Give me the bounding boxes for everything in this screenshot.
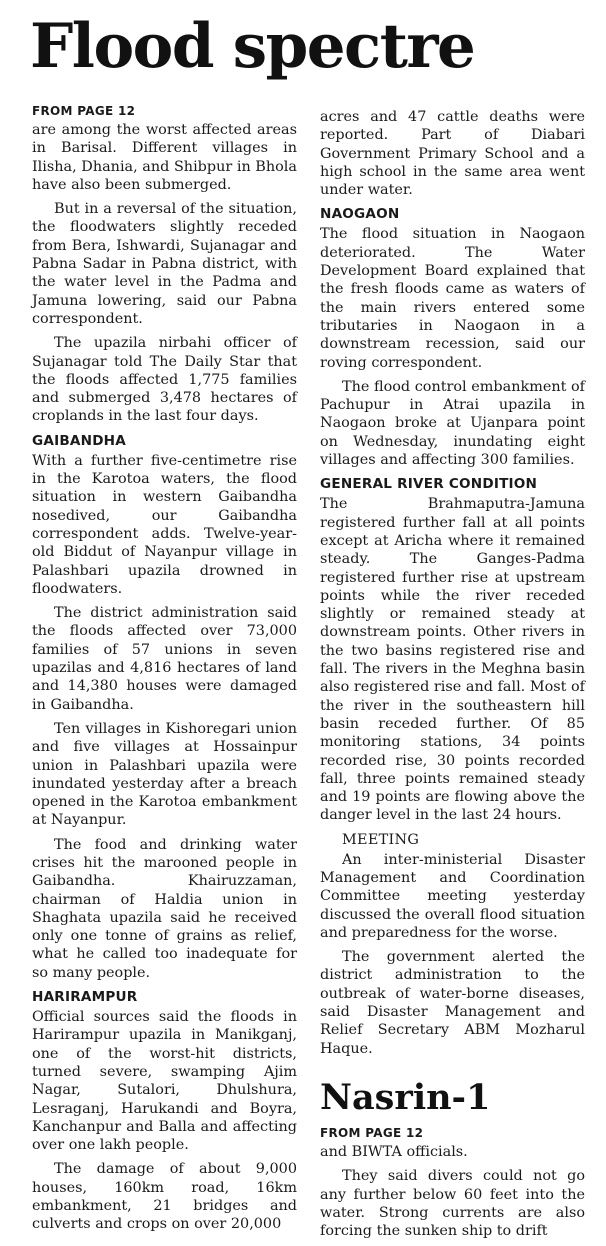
section-subhead: NAOGAON xyxy=(320,206,400,223)
article-paragraph: The district administration said the floods affected over 73,000 families of 57 unions in seven upazilas and 4,816 hectares of land and 14,380 houses were damaged in Gaibandha. xyxy=(32,605,297,713)
article-paragraph: With a further five-centimetre rise in the Karotoa waters, the flood situation in western Gaibandha nosedived, our Gaibandha correspondent adds. Twelve-year-old Biddut of Nayanpur village in Palashbari upazila drowned in floodwaters. xyxy=(32,452,297,597)
article-paragraph: The upazila nirbahi officer of Sujanagar told The Daily Star that the floods affected 1,775 families and submerged 3,478 hectares of croplands in the last four days. xyxy=(32,335,297,425)
article-paragraph: They said divers could not go any further below 60 feet into the water. Strong currents are also forcing the sunken ship to drift xyxy=(320,1168,585,1240)
article-paragraph: acres and 47 cattle deaths were reported. Part of Diabari Government Primary School and a high school in the same area went under water. xyxy=(320,109,585,199)
left-column-body xyxy=(32,121,297,1234)
article-paragraph: The food and drinking water crises hit the marooned people in Gaibandha. Khairuzzaman, chairman of Haldia union in Shaghata upazila said he received only one tonne of grains as relief, what he called too inadequate for so many people. xyxy=(32,836,297,981)
section-subhead: HARIRAMPUR xyxy=(32,989,138,1006)
article-paragraph: are among the worst affected areas in Barisal. Different villages in Ilisha, Dhania, and Shibpur in Bhola have also been submerged. xyxy=(32,122,297,193)
article-paragraph: An inter-ministerial Disaster Management and Coordination Committee meeting yesterday discussed the overall flood situation and preparedness for the worse. xyxy=(320,851,585,941)
article-paragraph: But in a reversal of the situation, the floodwaters slightly receded from Bera, Ishwardi, Sujanagar and Pabna Sadar in Pabna district, with the water level in the Padma and Jamuna lowering, said our Pabna correspondent. xyxy=(32,201,297,327)
second-article-body xyxy=(320,1143,585,1240)
right-column xyxy=(320,108,585,1064)
left-column xyxy=(32,104,297,1240)
article-paragraph: Official sources said the floods in Harirampur upazila in Manikganj, one of the worst-hit districts, turned severe, swamping Ajim Nagar, Sutalori, Dhulshura, Lesraganj, Harukandi and Boyra, Kanchanpur and Balla and affecting over one lakh people. xyxy=(32,1009,297,1154)
article-paragraph: The government alerted the district administration to the outbreak of water-borne diseases, said Disaster Management and Relief Secretary ABM Mozharul Haque. xyxy=(320,949,585,1057)
article-paragraph: and BIWTA officials. xyxy=(320,1144,468,1160)
second-continuation-label: FROM PAGE 12 xyxy=(320,1126,424,1140)
article-headline: Flood spectre xyxy=(30,11,475,82)
continuation-label: FROM PAGE 12 xyxy=(32,104,136,118)
article-paragraph: The flood situation in Naogaon deteriorated. The Water Development Board explained that the fresh floods came as waters of the main rivers entered some tributaries in Naogaon in a downstream recession, said our roving correspondent. xyxy=(320,226,585,371)
section-subhead: GENERAL RIVER CONDITION xyxy=(320,476,538,493)
article-paragraph: Ten villages in Kishoregari union and five villages at Hossainpur union in Palashbari upazila were inundated yesterday after a breach opened in the Karotoa embankment at Nayanpur. xyxy=(32,720,297,829)
right-column-body xyxy=(320,108,585,1058)
article-paragraph: The flood control embankment of Pachupur in Atrai upazila in Naogaon broke at Ujanpara point on Wednesday, inundating eight villages and affecting 300 families. xyxy=(320,378,585,469)
second-article xyxy=(320,1126,585,1246)
section-subhead: MEETING xyxy=(342,831,420,848)
article-paragraph: The damage of about 9,000 houses, 160km road, 16km embankment, 21 bridges and culverts and crops on over 20,000 xyxy=(32,1161,297,1233)
article-paragraph: The Brahmaputra-Jamuna registered further fall at all points except at Aricha where it remained steady. The Ganges-Padma registered further rise at upstream points while the river receded slightly or remained steady at downstream points. Other rivers in the two basins registered rise and fall. The rivers in the Meghna basin also registered rise and fall. Most of the river in the southeastern hill basin receded further. Of 85 monitoring stations, 34 points recorded rise, 30 points recorded fall, three points remained steady and 19 points are flowing above the danger level in the last 24 hours. xyxy=(320,496,585,824)
section-subhead: GAIBANDHA xyxy=(32,432,126,449)
second-article-headline: Nasrin-1 xyxy=(320,1077,491,1118)
